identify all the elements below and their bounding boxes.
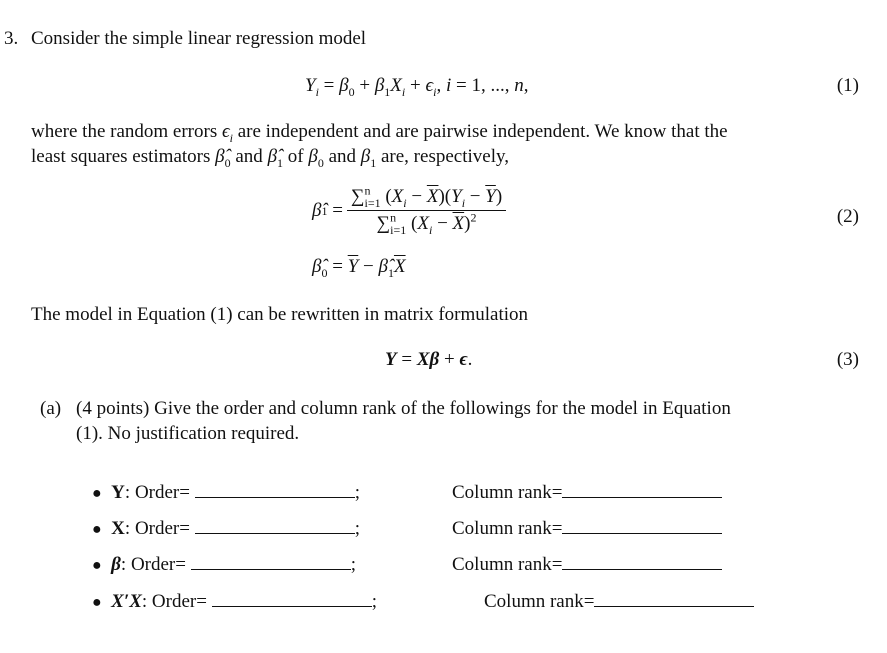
order-blank[interactable] — [195, 519, 355, 534]
rank-blank[interactable] — [562, 483, 722, 498]
order-blank[interactable] — [212, 592, 372, 607]
list-item-xtx: ● X′X: Order= ; — [92, 591, 377, 612]
where-line-1: where the random errors $\epsilon_i$ are independent and are pairwise independent. We know that the — [31, 121, 728, 145]
rank-item-y: Column rank= — [452, 482, 722, 504]
bullet-icon: ● — [92, 521, 102, 538]
part-a-label: (a) — [40, 398, 62, 419]
part-a-line-2: (1). No justification required. — [76, 423, 300, 444]
rank-item-beta: Column rank= — [452, 554, 722, 576]
list-item-y: ● Y: Order= ; — [92, 482, 360, 503]
list-item-x: ● X: Order= ; — [92, 518, 360, 539]
equation-2-beta1: β̂ 1 = $\frac{\sum^n_{i=1} (X_i - \overline{X})(Y_i - \overline{Y})}{\sum^n_{i=1} (X_i - \overline{X})^2}$ — [312, 186, 506, 235]
bullet-icon: ● — [92, 557, 102, 574]
equation-3: Y = Xβ + ϵ. — [385, 349, 473, 370]
where-line-2: least squares estimators $\betâ_0$ and $\betâ_1$ of $\beta_0$ and $\beta_1$ are, respectively, — [31, 146, 509, 170]
rank-blank[interactable] — [562, 555, 722, 570]
rank-item-x: Column rank= — [452, 518, 722, 540]
problem-intro: Consider the simple linear regression model — [31, 28, 367, 49]
bullet-icon: ● — [92, 594, 102, 611]
equation-2-beta0: $\betâ_0 = \overline{Y}$ − $\betâ_1\overline{X}$ — [312, 256, 406, 280]
order-blank[interactable] — [191, 555, 351, 570]
rank-item-xtx: Column rank= — [484, 591, 754, 613]
bullet-icon: ● — [92, 485, 102, 502]
equation-2-tag: (2) — [836, 206, 859, 227]
list-item-beta: ● β: Order= ; — [92, 554, 356, 575]
equation-1: $Y_i = \beta_0 + \beta_1X_i + \epsilon_i$, i = 1, ..., n, — [305, 75, 529, 99]
equation-1-tag: (1) — [836, 75, 859, 96]
part-a-line-1: (4 points) Give the order and column rank of the followings for the model in Equation — [76, 398, 731, 419]
matrix-intro: The model in Equation (1) can be rewritten in matrix formulation — [31, 304, 529, 325]
rank-blank[interactable] — [562, 519, 722, 534]
problem-number: 3. — [4, 28, 19, 49]
order-blank[interactable] — [195, 483, 355, 498]
equation-3-tag: (3) — [836, 349, 859, 370]
rank-blank[interactable] — [594, 592, 754, 607]
